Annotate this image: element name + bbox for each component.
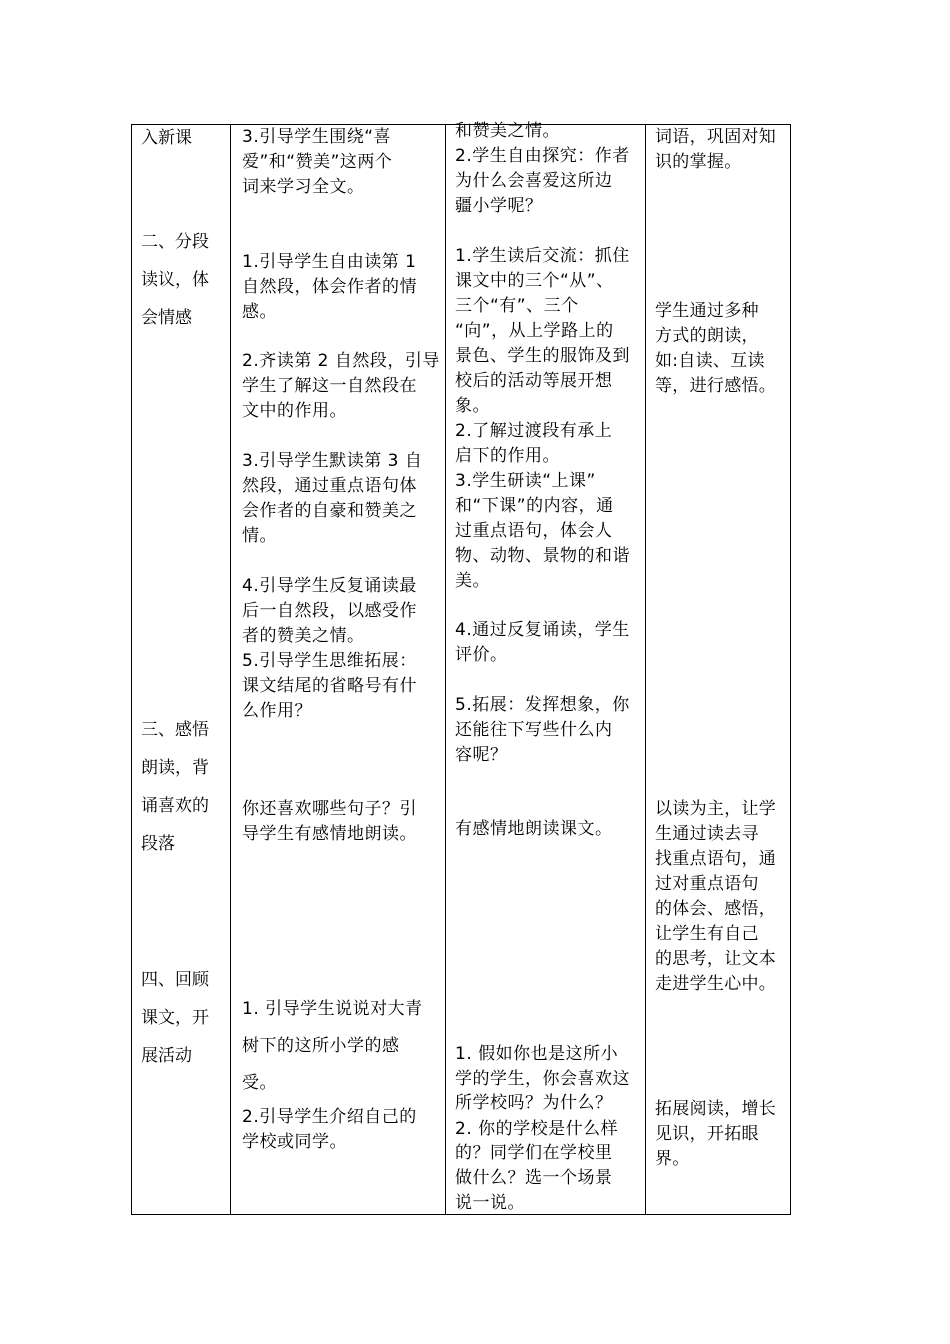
text-line: 者的赞美之情。 <box>242 626 365 646</box>
text-line: 2.了解过渡段有承上 <box>455 421 613 441</box>
text-line: 和“下课”的内容，通 <box>455 496 614 516</box>
text-line: 疆小学呢？ <box>455 196 543 216</box>
text-line: 所学校吗？为什么？ <box>455 1093 613 1113</box>
text-line: 3.引导学生围绕“喜 <box>242 127 392 147</box>
text-line: 三个“有”、三个 <box>455 296 579 316</box>
stage-line: 读议，体 <box>141 270 209 290</box>
text-line: 课文结尾的省略号有什 <box>242 676 417 696</box>
text-line: 校后的活动等展开想 <box>455 371 613 391</box>
text-line: 象。 <box>455 396 490 416</box>
text-line: 2. 你的学校是什么样 <box>455 1119 619 1139</box>
text-line: 走进学生心中。 <box>655 974 777 994</box>
text-line: 物、动物、景物的和谐 <box>455 546 630 566</box>
text-line: 启下的作用。 <box>455 446 560 466</box>
text-line: 1. 引导学生说说对大青 <box>242 999 423 1019</box>
text-line: 学校或同学。 <box>242 1132 347 1152</box>
text-line: 1.引导学生自由读第 1 <box>242 252 417 272</box>
text-line: 过对重点语句 <box>655 874 759 894</box>
text-line: 2.齐读第 2 自然段，引导 <box>242 351 440 371</box>
text-line: 感。 <box>242 302 277 322</box>
stage-intro-label: 入新课 <box>141 128 192 148</box>
text-line: 2.学生自由探究：作者 <box>455 146 630 166</box>
text-line: 导学生有感情地朗读。 <box>242 824 417 844</box>
text-line: 美。 <box>455 571 490 591</box>
text-line: 词来学习全文。 <box>242 177 365 197</box>
text-line: 容呢？ <box>455 745 508 765</box>
text-line: 爱”和“赞美”这两个 <box>242 152 393 172</box>
stage-line: 会情感 <box>141 308 192 328</box>
text-line: “向”，从上学路上的 <box>455 321 614 341</box>
text-line: 景色、学生的服饰及到 <box>455 346 630 366</box>
text-line: 会作者的自豪和赞美之 <box>242 501 417 521</box>
text-line: 受。 <box>242 1073 277 1093</box>
text-line: 生通过读去寻 <box>655 824 759 844</box>
text-line: 方式的朗读， <box>655 326 759 346</box>
text-line: 的体会、感悟， <box>655 899 777 919</box>
text-line: 找重点语句，通 <box>655 849 777 869</box>
text-line: 4.通过反复诵读，学生 <box>455 620 630 640</box>
text-line: 情。 <box>242 526 277 546</box>
text-line: 么作用？ <box>242 701 312 721</box>
text-line: 说一说。 <box>455 1193 525 1213</box>
text-line: 1.学生读后交流：抓住 <box>455 246 630 266</box>
stage-line: 诵喜欢的 <box>141 796 209 816</box>
text-line: 3.学生研读“上课” <box>455 471 596 491</box>
text-line: 识的掌握。 <box>655 152 742 172</box>
text-line: 让学生有自己 <box>655 924 759 944</box>
text-line: 然段，通过重点语句体 <box>242 476 417 496</box>
text-line: 学的学生，你会喜欢这 <box>455 1069 630 1089</box>
text-line: 2.引导学生介绍自己的 <box>242 1107 417 1127</box>
text-line: 见识，开拓眼 <box>655 1124 759 1144</box>
text-line: 学生通过多种 <box>655 301 759 321</box>
stage-line: 朗读，背 <box>141 758 209 778</box>
text-line: 自然段，体会作者的情 <box>242 277 417 297</box>
text-line: 等，进行感悟。 <box>655 376 777 396</box>
text-line: 5.引导学生思维拓展： <box>242 651 417 671</box>
column-divider <box>645 125 646 1214</box>
text-line: 做什么？选一个场景 <box>455 1168 613 1188</box>
text-line: 以读为主，让学 <box>655 799 777 819</box>
text-line: 的？同学们在学校里 <box>455 1143 613 1163</box>
text-line: 过重点语句，体会人 <box>455 521 613 541</box>
stage-line: 三、感悟 <box>141 720 209 740</box>
text-line: 5.拓展：发挥想象，你 <box>455 695 630 715</box>
text-line: 文中的作用。 <box>242 401 347 421</box>
lesson-plan-table <box>131 121 791 1215</box>
text-line: 你还喜欢哪些句子？引 <box>242 799 417 819</box>
column-divider <box>230 125 231 1214</box>
text-line: 有感情地朗读课文。 <box>455 819 613 839</box>
stage-line: 课文，开 <box>141 1008 209 1028</box>
text-line: 1. 假如你也是这所小 <box>455 1044 619 1064</box>
column-divider <box>445 125 446 1214</box>
text-line: 评价。 <box>455 645 508 665</box>
text-line: 拓展阅读，增长 <box>655 1099 777 1119</box>
text-line: 和赞美之情。 <box>455 121 560 141</box>
text-line: 后一自然段，以感受作 <box>242 601 417 621</box>
text-line: 4.引导学生反复诵读最 <box>242 576 417 596</box>
text-line: 为什么会喜爱这所边 <box>455 171 613 191</box>
stage-line: 展活动 <box>141 1046 192 1066</box>
stage-line: 四、回顾 <box>141 970 209 990</box>
text-line: 3.引导学生默读第 3 自 <box>242 451 423 471</box>
text-line: 学生了解这一自然段在 <box>242 376 417 396</box>
text-line: 的思考，让文本 <box>655 949 777 969</box>
text-line: 树下的这所小学的感 <box>242 1036 400 1056</box>
text-line: 还能往下写些什么内 <box>455 720 613 740</box>
text-line: 如:自读、互读 <box>655 351 765 371</box>
text-line: 界。 <box>655 1149 690 1169</box>
text-line: 词语，巩固对知 <box>655 127 777 147</box>
text-line: 课文中的三个“从”、 <box>455 271 614 291</box>
stage-line: 二、分段 <box>141 232 209 252</box>
stage-line: 段落 <box>141 834 175 854</box>
